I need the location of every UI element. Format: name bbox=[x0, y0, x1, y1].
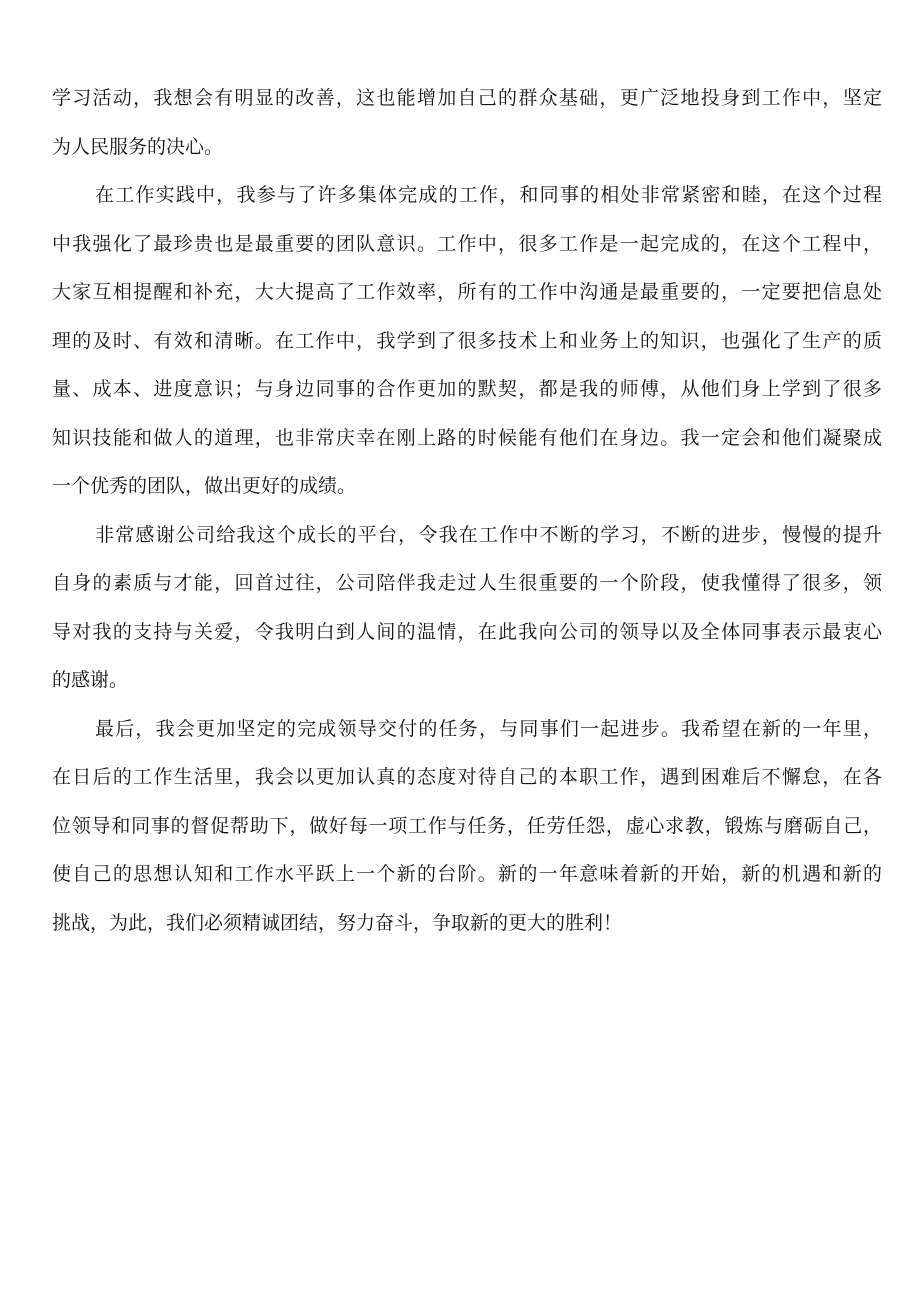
paragraph-2-line-1: 在工作实践中，我参与了许多集体完成的工作，和同事的相处非常紧密和睦，在这个过程 bbox=[95, 184, 882, 206]
paragraph-4-line-4: 使自己的思想认知和工作水平跃上一个新的台阶。新的一年意味着新的开始，新的机遇和新的 bbox=[52, 863, 882, 885]
paragraph-2-line-5: 量、成本、进度意识；与身边同事的合作更加的默契，都是我的师傅，从他们身上学到了很多 bbox=[52, 378, 882, 400]
paragraph-2-line-7: 一个优秀的团队，做出更好的成绩。 bbox=[52, 475, 357, 497]
paragraph-2-line-6: 知识技能和做人的道理，也非常庆幸在刚上路的时候能有他们在身边。我一定会和他们凝聚成 bbox=[52, 426, 882, 449]
document-body bbox=[52, 74, 882, 947]
paragraph-4-line-3: 位领导和同事的督促帮助下，做好每一项工作与任务，任劳任怨，虚心求教，锻炼与磨砺自己， bbox=[52, 814, 882, 837]
paragraph-1-line-2: 为人民服务的决心。 bbox=[52, 135, 224, 158]
paragraph-2-line-4: 理的及时、有效和清晰。在工作中，我学到了很多技术上和业务上的知识，也强化了生产的质 bbox=[52, 329, 882, 352]
paragraph-4-line-1: 最后，我会更加坚定的完成领导交付的任务，与同事们一起进步。我希望在新的一年里， bbox=[95, 717, 882, 740]
paragraph-3-line-2: 自身的素质与才能，回首过往，公司陪伴我走过人生很重要的一个阶段，使我懂得了很多，领 bbox=[52, 572, 882, 594]
paragraph-3-line-4: 的感谢。 bbox=[52, 669, 129, 691]
paragraph-2 bbox=[52, 171, 882, 511]
paragraph-3-line-3: 导对我的支持与关爱，令我明白到人间的温情，在此我向公司的领导以及全体同事表示最衷心 bbox=[52, 620, 882, 643]
paragraph-2-line-3: 大家互相提醒和补充，大大提高了工作效率，所有的工作中沟通是最重要的，一定要把信息处 bbox=[52, 281, 882, 303]
paragraph-3-line-1: 非常感谢公司给我这个成长的平台，令我在工作中不断的学习，不断的进步，慢慢的提升 bbox=[95, 523, 882, 546]
paragraph-4 bbox=[52, 705, 882, 948]
paragraph-1 bbox=[52, 74, 882, 171]
paragraph-2-line-2: 中我强化了最珍贵也是最重要的团队意识。工作中，很多工作是一起完成的，在这个工程中， bbox=[52, 232, 882, 255]
paragraph-3 bbox=[52, 511, 882, 705]
paragraph-4-line-2: 在日后的工作生活里，我会以更加认真的态度对待自己的本职工作，遇到困难后不懈怠，在各 bbox=[52, 766, 882, 788]
paragraph-1-line-1: 学习活动，我想会有明显的改善，这也能增加自己的群众基础，更广泛地投身到工作中，坚定 bbox=[52, 87, 882, 109]
paragraph-4-line-5: 挑战，为此，我们必须精诚团结，努力奋斗，争取新的更大的胜利！ bbox=[52, 911, 623, 934]
